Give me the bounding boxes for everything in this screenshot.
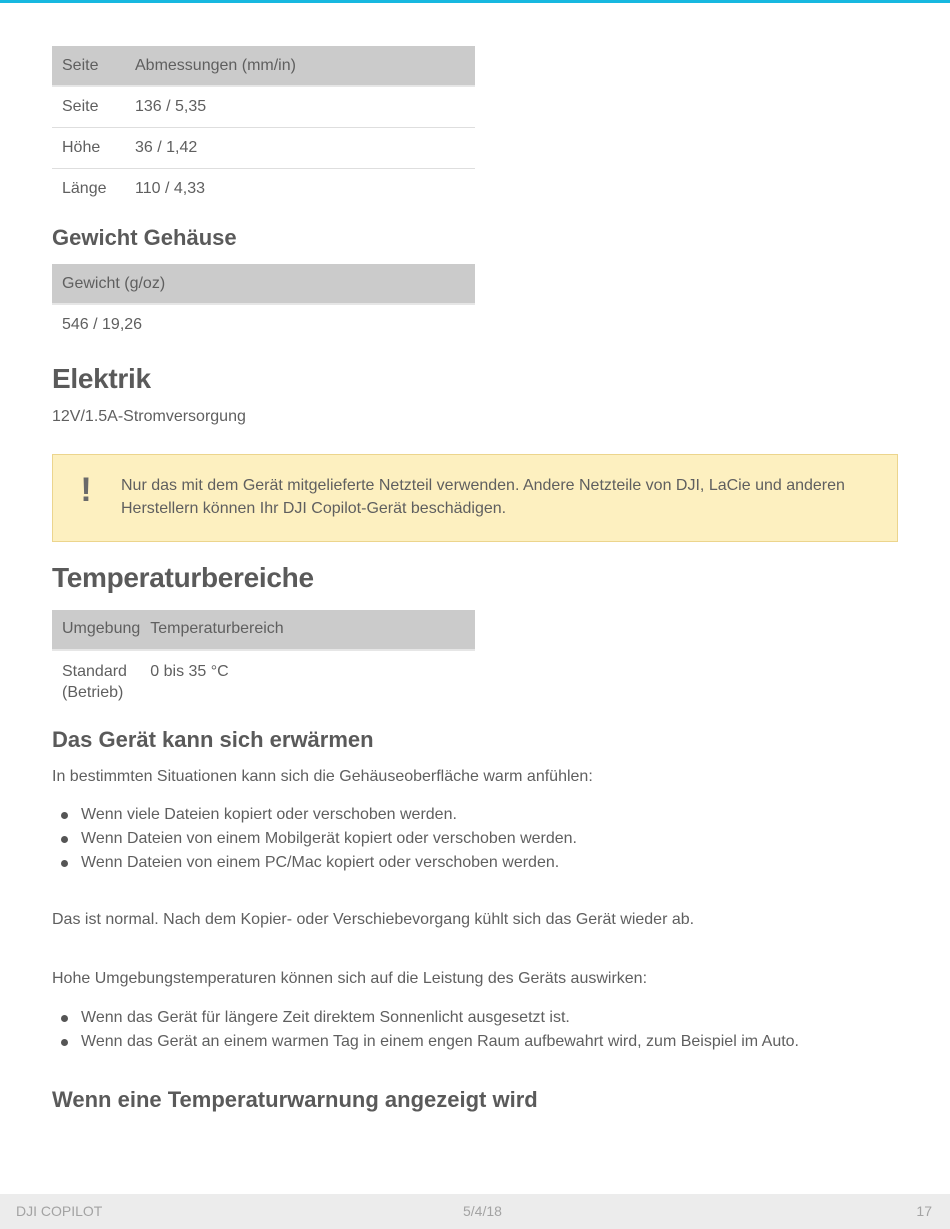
table-row bbox=[52, 86, 475, 128]
table-header-row bbox=[52, 46, 475, 86]
temperature-warning-heading: Wenn eine Temperaturwarnung angezeigt wird bbox=[52, 1086, 538, 1112]
list-item: Wenn das Gerät an einem warmen Tag in einem engen Raum aufbewahrt wird, zum Beispiel im Auto. bbox=[81, 1030, 898, 1054]
temperature-heading: Temperaturbereiche bbox=[52, 562, 314, 594]
table-header-cell: Umgebung bbox=[52, 610, 140, 650]
warming-heading: Das Gerät kann sich erwärmen bbox=[52, 726, 374, 752]
list-item: Wenn viele Dateien kopiert oder verschoben werden. bbox=[81, 803, 898, 827]
footer-page-number: 17 bbox=[916, 1203, 932, 1219]
exclamation-icon: ! bbox=[80, 471, 92, 510]
warning-text: Nur das mit dem Gerät mitgelieferte Netzteil verwenden. Andere Netzteile von DJI, LaCie und anderen Herstellern können Ihr DJI Copilot-Gerät beschädigen. bbox=[121, 477, 845, 518]
warming-intro: In bestimmten Situationen kann sich die Gehäuseoberfläche warm anfühlen: bbox=[52, 768, 593, 786]
power-supply-text: 12V/1.5A-Stromversorgung bbox=[52, 407, 246, 425]
temperature-table bbox=[52, 610, 475, 709]
list-item: Wenn das Gerät für längere Zeit direktem Sonnenlicht ausgesetzt ist. bbox=[81, 1006, 898, 1030]
table-cell: Höhe bbox=[52, 128, 125, 169]
table-cell: 0 bis 35 °C bbox=[150, 662, 229, 680]
page-footer bbox=[0, 1194, 950, 1229]
ambient-intro: Hohe Umgebungstemperaturen können sich auf die Leistung des Geräts auswirken: bbox=[52, 969, 648, 987]
table-cell: 110 / 4,33 bbox=[135, 180, 205, 197]
table-header-cell: Seite bbox=[52, 46, 125, 86]
table-header-cell: Temperaturbereich bbox=[140, 610, 475, 650]
warning-box bbox=[52, 454, 898, 542]
table-cell: 546 / 19,26 bbox=[62, 316, 143, 334]
document-body bbox=[52, 46, 898, 1113]
top-accent-line bbox=[0, 0, 950, 3]
table-header-row bbox=[52, 610, 475, 650]
table-header-cell: Abmessungen (mm/in) bbox=[125, 46, 475, 86]
footer-product-name: DJI COPILOT bbox=[16, 1203, 103, 1219]
dimensions-table bbox=[52, 46, 475, 209]
table-cell: Standard (Betrieb) bbox=[62, 662, 127, 701]
electrical-heading: Elektrik bbox=[52, 363, 151, 395]
table-cell: 136 / 5,35 bbox=[125, 86, 475, 128]
table-row bbox=[52, 128, 475, 169]
table-row bbox=[52, 304, 475, 345]
table-header-cell: Gewicht (g/oz) bbox=[52, 264, 475, 304]
table-cell: 36 / 1,42 bbox=[125, 128, 475, 169]
list-item: Wenn Dateien von einem Mobilgerät kopiert oder verschoben werden. bbox=[81, 827, 898, 851]
list-item: Wenn Dateien von einem PC/Mac kopiert oder verschoben werden. bbox=[81, 851, 898, 875]
ambient-list bbox=[52, 1006, 898, 1054]
normal-note: Das ist normal. Nach dem Kopier- oder Verschiebevorgang kühlt sich das Gerät wieder ab. bbox=[52, 911, 695, 929]
table-row bbox=[52, 169, 475, 210]
weight-heading: Gewicht Gehäuse bbox=[52, 225, 237, 250]
table-row bbox=[52, 650, 475, 709]
warming-list bbox=[52, 803, 898, 875]
footer-date: 5/4/18 bbox=[463, 1203, 502, 1219]
table-cell: Länge bbox=[62, 180, 107, 197]
table-header-row bbox=[52, 264, 475, 304]
weight-table bbox=[52, 264, 475, 345]
table-cell: Seite bbox=[52, 86, 125, 128]
